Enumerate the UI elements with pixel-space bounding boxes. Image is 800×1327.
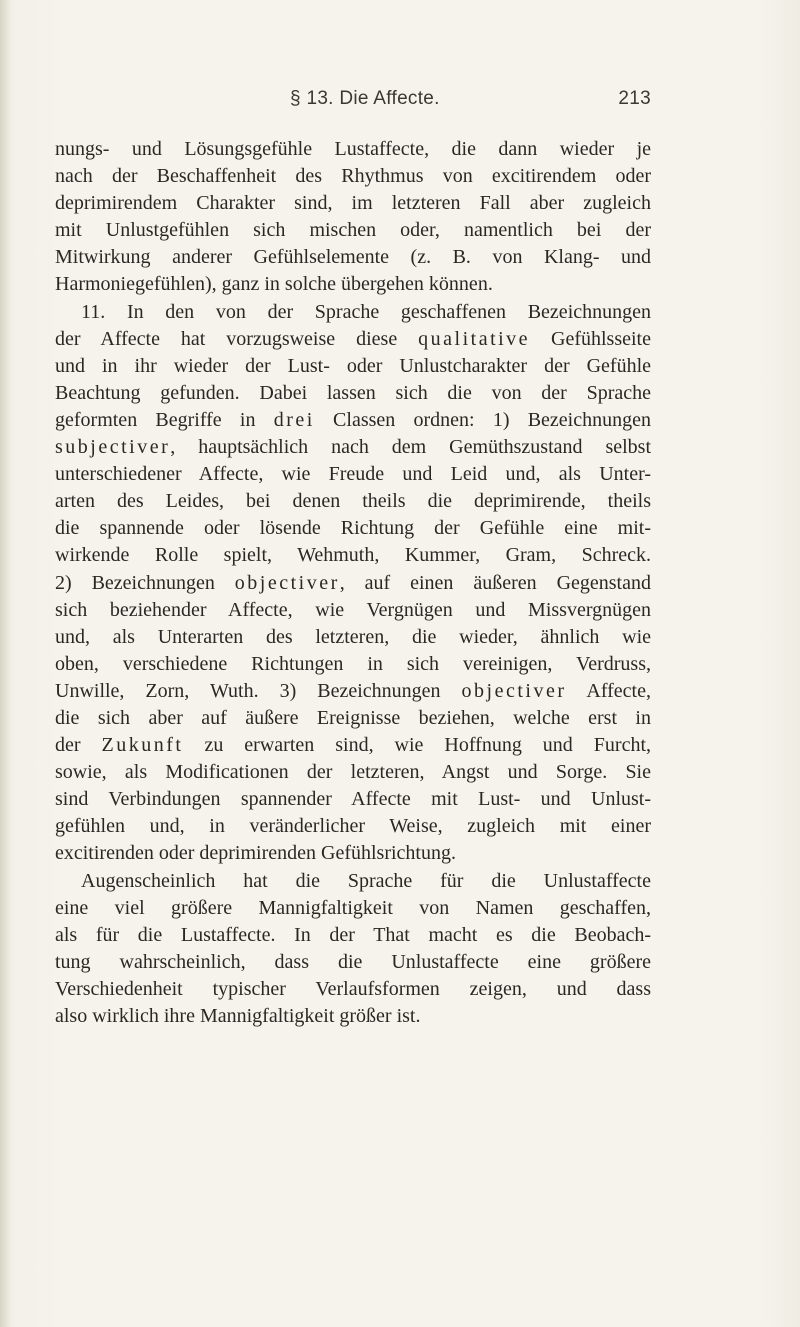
text-segment: sowie, als Modificationen der letzteren, Angst und Sorge. Sie <box>55 761 651 784</box>
text-segment: 11. In den von der Sprache geschaffenen Bezeichnungen <box>81 300 651 323</box>
text-segment: und, als Unterarten des letzteren, die wieder, ähnlich wie <box>55 625 651 648</box>
text-segment: Augenscheinlich hat die Sprache für die Unlustaffecte <box>81 869 651 892</box>
text-segment: und in ihr wieder der Lust- oder Unlustcharakter der Gefühle <box>55 354 651 377</box>
text-segment: oben, verschiedene Richtungen in sich vereinigen, Verdruss, <box>55 652 651 675</box>
text-line <box>55 488 651 515</box>
text-line <box>55 895 651 922</box>
text-segment: als für die Lustaffecte. In der That macht es die Beobach- <box>55 923 651 946</box>
text-line <box>55 380 651 407</box>
text-line <box>55 786 651 813</box>
text-line <box>55 407 651 434</box>
text-segment: Classen ordnen: 1) Bezeichnungen <box>314 408 651 431</box>
text-line <box>55 732 651 759</box>
section-title: § 13. Die Affecte. <box>290 88 440 109</box>
text-line <box>55 570 651 597</box>
text-segment: unterschiedener Affecte, wie Freude und Leid und, als Unter- <box>55 463 651 486</box>
text-segment: gefühlen und, in veränderlicher Weise, zugleich mit einer <box>55 815 651 838</box>
text-line <box>55 244 651 271</box>
text-segment: , auf einen äußeren Gegenstand <box>339 571 651 594</box>
text-line <box>55 678 651 705</box>
text-segment: sich beziehender Affecte, wie Vergnügen und Missvergnügen <box>55 598 651 621</box>
text-segment: die sich aber auf äußere Ereignisse beziehen, welche erst in <box>55 706 651 729</box>
text-line <box>55 542 651 569</box>
text-line <box>55 868 651 895</box>
text-line <box>55 922 651 949</box>
text-line <box>55 597 651 624</box>
text-line <box>55 759 651 786</box>
text-segment: zu erwarten sind, wie Hoffnung und Furcht, <box>183 734 651 757</box>
text-line <box>55 949 651 976</box>
text-line <box>55 840 651 867</box>
text-line <box>55 163 651 190</box>
text-segment: Gefühlsseite <box>530 327 651 350</box>
text-line <box>55 136 651 163</box>
text-line <box>55 326 651 353</box>
text-segment: arten des Leides, bei denen theils die deprimirende, theils <box>55 490 651 513</box>
text-line <box>55 353 651 380</box>
emphasized-word: qualitative <box>418 327 531 350</box>
emphasized-word: Zukunft <box>101 734 184 757</box>
emphasized-word: objectiver <box>461 679 567 702</box>
text-line <box>55 1003 651 1030</box>
text-segment: Verschiedenheit typischer Verlaufsformen zeigen, und dass <box>55 977 651 1000</box>
text-line <box>55 217 651 244</box>
text-segment: mit Unlustgefühlen sich mischen oder, namentlich bei der <box>55 219 651 242</box>
text-segment: tung wahrscheinlich, dass die Unlustaffecte eine größere <box>55 950 651 973</box>
text-line <box>55 813 651 840</box>
text-segment: sind Verbindungen spannender Affecte mit Lust- und Unlust- <box>55 788 651 811</box>
text-line <box>55 624 651 651</box>
text-segment: Beachtung gefunden. Dabei lassen sich die von der Sprache <box>55 381 651 404</box>
text-segment: Affecte, <box>566 679 651 702</box>
text-segment: , hauptsächlich nach dem Gemüthszustand selbst <box>170 436 651 459</box>
text-segment: deprimirendem Charakter sind, im letzteren Fall aber zugleich <box>55 192 651 215</box>
running-header <box>55 88 651 118</box>
text-line <box>55 461 651 488</box>
text-segment: nungs- und Lösungsgefühle Lustaffecte, die dann wieder je <box>55 138 651 160</box>
text-line <box>55 705 651 732</box>
text-segment: die spannende oder lösende Richtung der Gefühle eine mit- <box>55 517 651 540</box>
text-segment: 2) Bezeichnungen <box>55 571 235 594</box>
text-line <box>55 271 651 298</box>
text-segment: Mitwirkung anderer Gefühlselemente (z. B. von Klang- und <box>55 246 651 269</box>
text-segment: eine viel größere Mannigfaltigkeit von Namen geschaffen, <box>55 896 651 919</box>
text-segment: excitirenden oder deprimirenden Gefühlsrichtung. <box>55 842 456 865</box>
emphasized-word: drei <box>273 408 315 431</box>
text-line <box>55 651 651 678</box>
text-line <box>55 190 651 217</box>
text-segment: Unwille, Zorn, Wuth. 3) Bezeichnungen <box>55 679 462 702</box>
text-segment: wirkende Rolle spielt, Wehmuth, Kummer, Gram, Schreck. <box>55 544 651 567</box>
text-segment: der <box>55 734 102 757</box>
text-segment: Harmoniegefühlen), ganz in solche übergehen können. <box>55 273 493 296</box>
text-segment: also wirklich ihre Mannigfaltigkeit größer ist. <box>55 1005 421 1027</box>
text-segment: nach der Beschaffenheit des Rhythmus von excitirendem oder <box>55 165 651 188</box>
text-line <box>55 976 651 1003</box>
emphasized-word: objectiver <box>234 571 340 594</box>
text-line <box>55 299 651 326</box>
text-segment: geformten Begriffe in <box>55 408 274 431</box>
body-text <box>55 136 651 1030</box>
text-line <box>55 515 651 542</box>
emphasized-word: subjectiver <box>55 436 171 459</box>
page-gutter-shadow <box>0 0 10 1327</box>
text-line <box>55 434 651 461</box>
text-segment: der Affecte hat vorzugsweise diese <box>55 327 419 350</box>
page-number: 213 <box>618 88 651 109</box>
